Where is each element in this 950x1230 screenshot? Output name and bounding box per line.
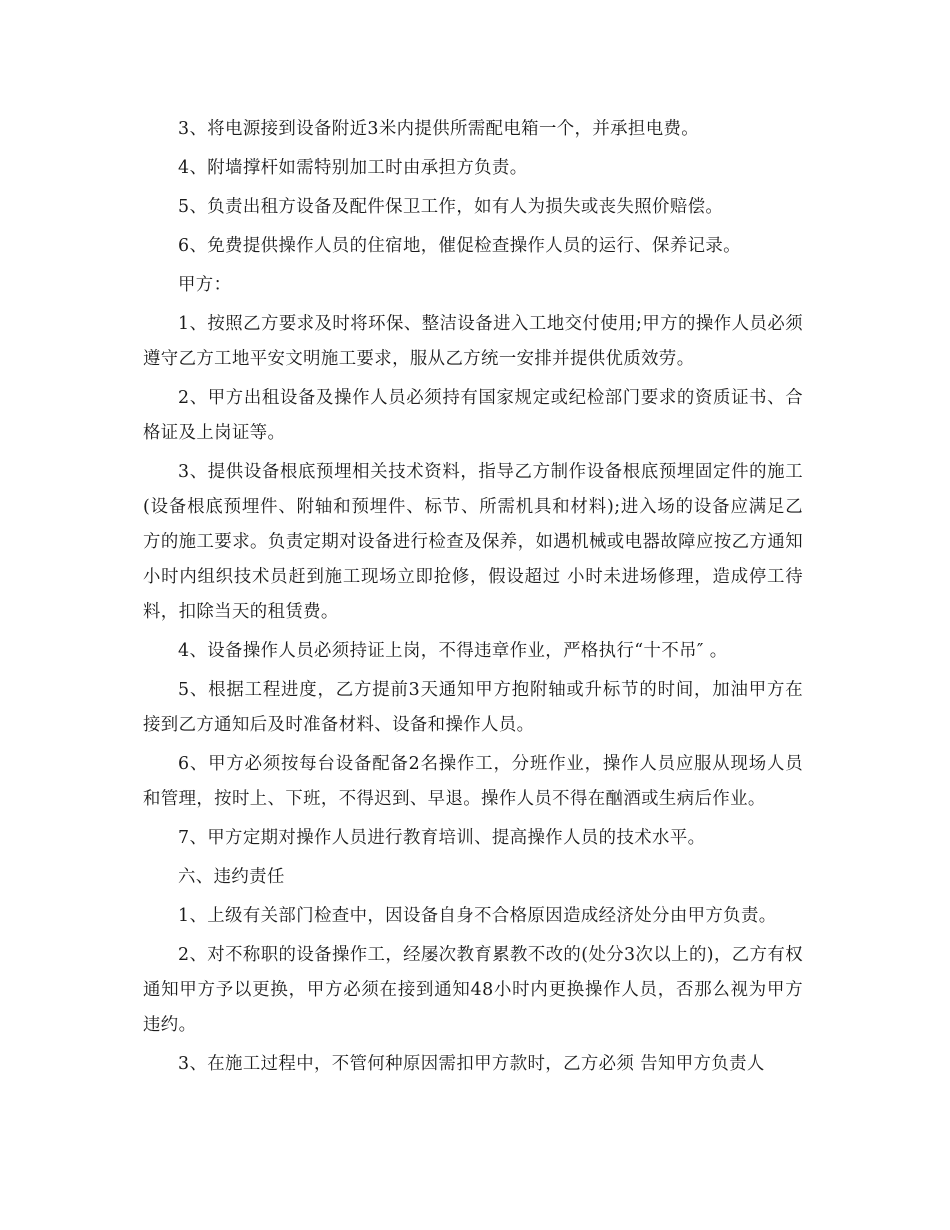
paragraph-6: 1、按照乙方要求及时将环保、整洁设备进入工地交付使用;甲方的操作人员必须遵守乙方工地平安文明施工要求，服从乙方统一安排并提供优质效劳。 <box>143 314 803 369</box>
paragraph-2: 4、附墙撑杆如需特别加工时由承担方负责。 <box>178 158 528 178</box>
document-body <box>143 112 803 1086</box>
paragraph-16: 3、在施工过程中，不管何种原因需扣甲方款时，乙方必须 告知甲方负责人 <box>178 1054 765 1074</box>
paragraph-1: 3、将电源接到设备附近3米内提供所需配电箱一个，并承担电费。 <box>178 119 700 139</box>
paragraph-11: 6、甲方必须按每台设备配备2名操作工，分班作业，操作人员应服从现场人员和管理，按时上、下班，不得迟到、早退。操作人员不得在酗酒或生病后作业。 <box>143 754 803 809</box>
paragraph-9: 4、设备操作人员必须持证上岗，不得违章作业，严格执行“十不吊″ 。 <box>178 641 728 661</box>
paragraph-5-heading-party-a: 甲方： <box>178 275 232 295</box>
paragraph-8: 3、提供设备根底预埋相关技术资料，指导乙方制作设备根底预埋固定件的施工(设备根底预埋件、附轴和预埋件、标节、所需机具和材料);进入场的设备应满足乙方的施工要求。负责定期对设备进行检查及保养，如遇机械或电器故障应按乙方通知 小时内组织技术员赶到施工现场立即抢修，假设超过 小时未进场修理，造成停工待料，扣除当天的租赁费。 <box>143 462 803 622</box>
paragraph-14: 1、上级有关部门检查中，因设备自身不合格原因造成经济处分由甲方负责。 <box>178 906 777 926</box>
paragraph-15: 2、对不称职的设备操作工，经屡次教育累教不改的(处分3次以上的)，乙方有权通知甲方予以更换，甲方必须在接到通知48小时内更换操作人员，否那么视为甲方违约。 <box>143 945 803 1035</box>
paragraph-4: 6、免费提供操作人员的住宿地，催促检查操作人员的运行、保养记录。 <box>178 236 741 256</box>
paragraph-7: 2、甲方出租设备及操作人员必须持有国家规定或纪检部门要求的资质证书、合格证及上岗证等。 <box>143 388 803 443</box>
paragraph-3: 5、负责出租方设备及配件保卫工作，如有人为损失或丧失照价赔偿。 <box>178 197 724 217</box>
paragraph-13-section-heading: 六、违约责任 <box>178 867 285 887</box>
paragraph-10: 5、根据工程进度，乙方提前3天通知甲方抱附轴或升标节的时间，加油甲方在接到乙方通知后及时准备材料、设备和操作人员。 <box>143 680 803 735</box>
paragraph-12: 7、甲方定期对操作人员进行教育培训、提高操作人员的技术水平。 <box>178 828 706 848</box>
